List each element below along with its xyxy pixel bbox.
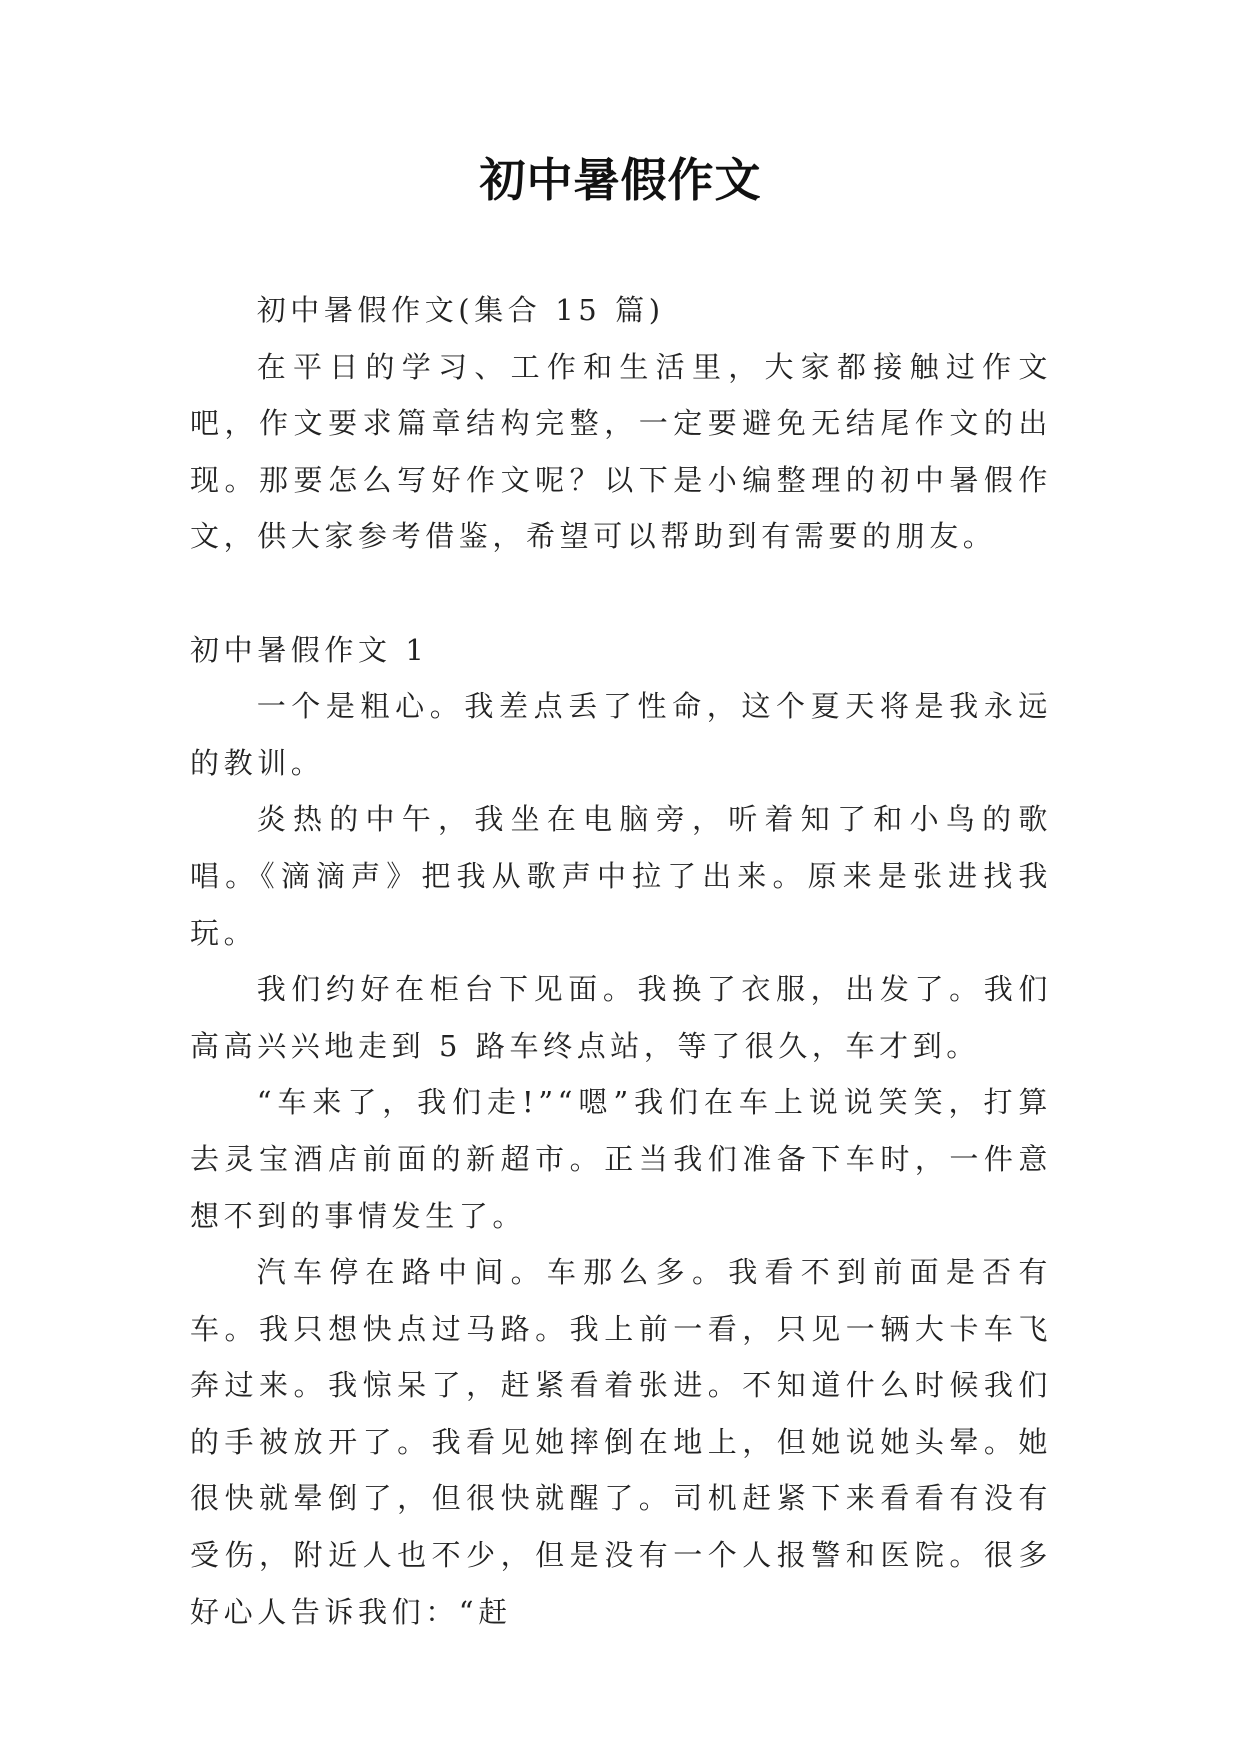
essay-1-paragraph: 炎热的中午，我坐在电脑旁，听着知了和小鸟的歌唱。《滴滴声》把我从歌声中拉了出来。原来是张进找我玩。 xyxy=(190,802,1052,950)
document-body xyxy=(190,282,1052,1640)
intro-paragraph: 在平日的学习、工作和生活里，大家都接触过作文吧，作文要求篇章结构完整，一定要避免无结尾作文的出现。那要怎么写好作文呢？以下是小编整理的初中暑假作文，供大家参考借鉴，希望可以帮助到有需要的朋友。 xyxy=(190,349,1052,554)
essay-1-paragraph: 我们约好在柜台下见面。我换了衣服，出发了。我们高高兴兴地走到 5 路车终点站，等了很久，车才到。 xyxy=(190,972,1052,1063)
essay-1-heading: 初中暑假作文 1 xyxy=(190,632,429,667)
intro-heading: 初中暑假作文(集合 15 篇) xyxy=(256,293,665,327)
essay-1-paragraph: “车来了，我们走!”“嗯”我们在车上说说笑笑，打算去灵宝酒店前面的新超市。正当我们准备下车时，一件意想不到的事情发生了。 xyxy=(190,1085,1052,1233)
document-title: 初中暑假作文 xyxy=(479,153,762,207)
essay-1-paragraph: 一个是粗心。我差点丢了性命，这个夏天将是我永远的教训。 xyxy=(190,689,1052,780)
essay-1-paragraph: 汽车停在路中间。车那么多。我看不到前面是否有车。我只想快点过马路。我上前一看，只见一辆大卡车飞奔过来。我惊呆了，赶紧看着张进。不知道什么时候我们的手被放开了。我看见她摔倒在地上，但她说她头晕。她很快就晕倒了，但很快就醒了。司机赶紧下来看看有没有受伤，附近人也不少，但是没有一个人报警和医院。很多好心人告诉我们：“赶 xyxy=(190,1255,1052,1629)
